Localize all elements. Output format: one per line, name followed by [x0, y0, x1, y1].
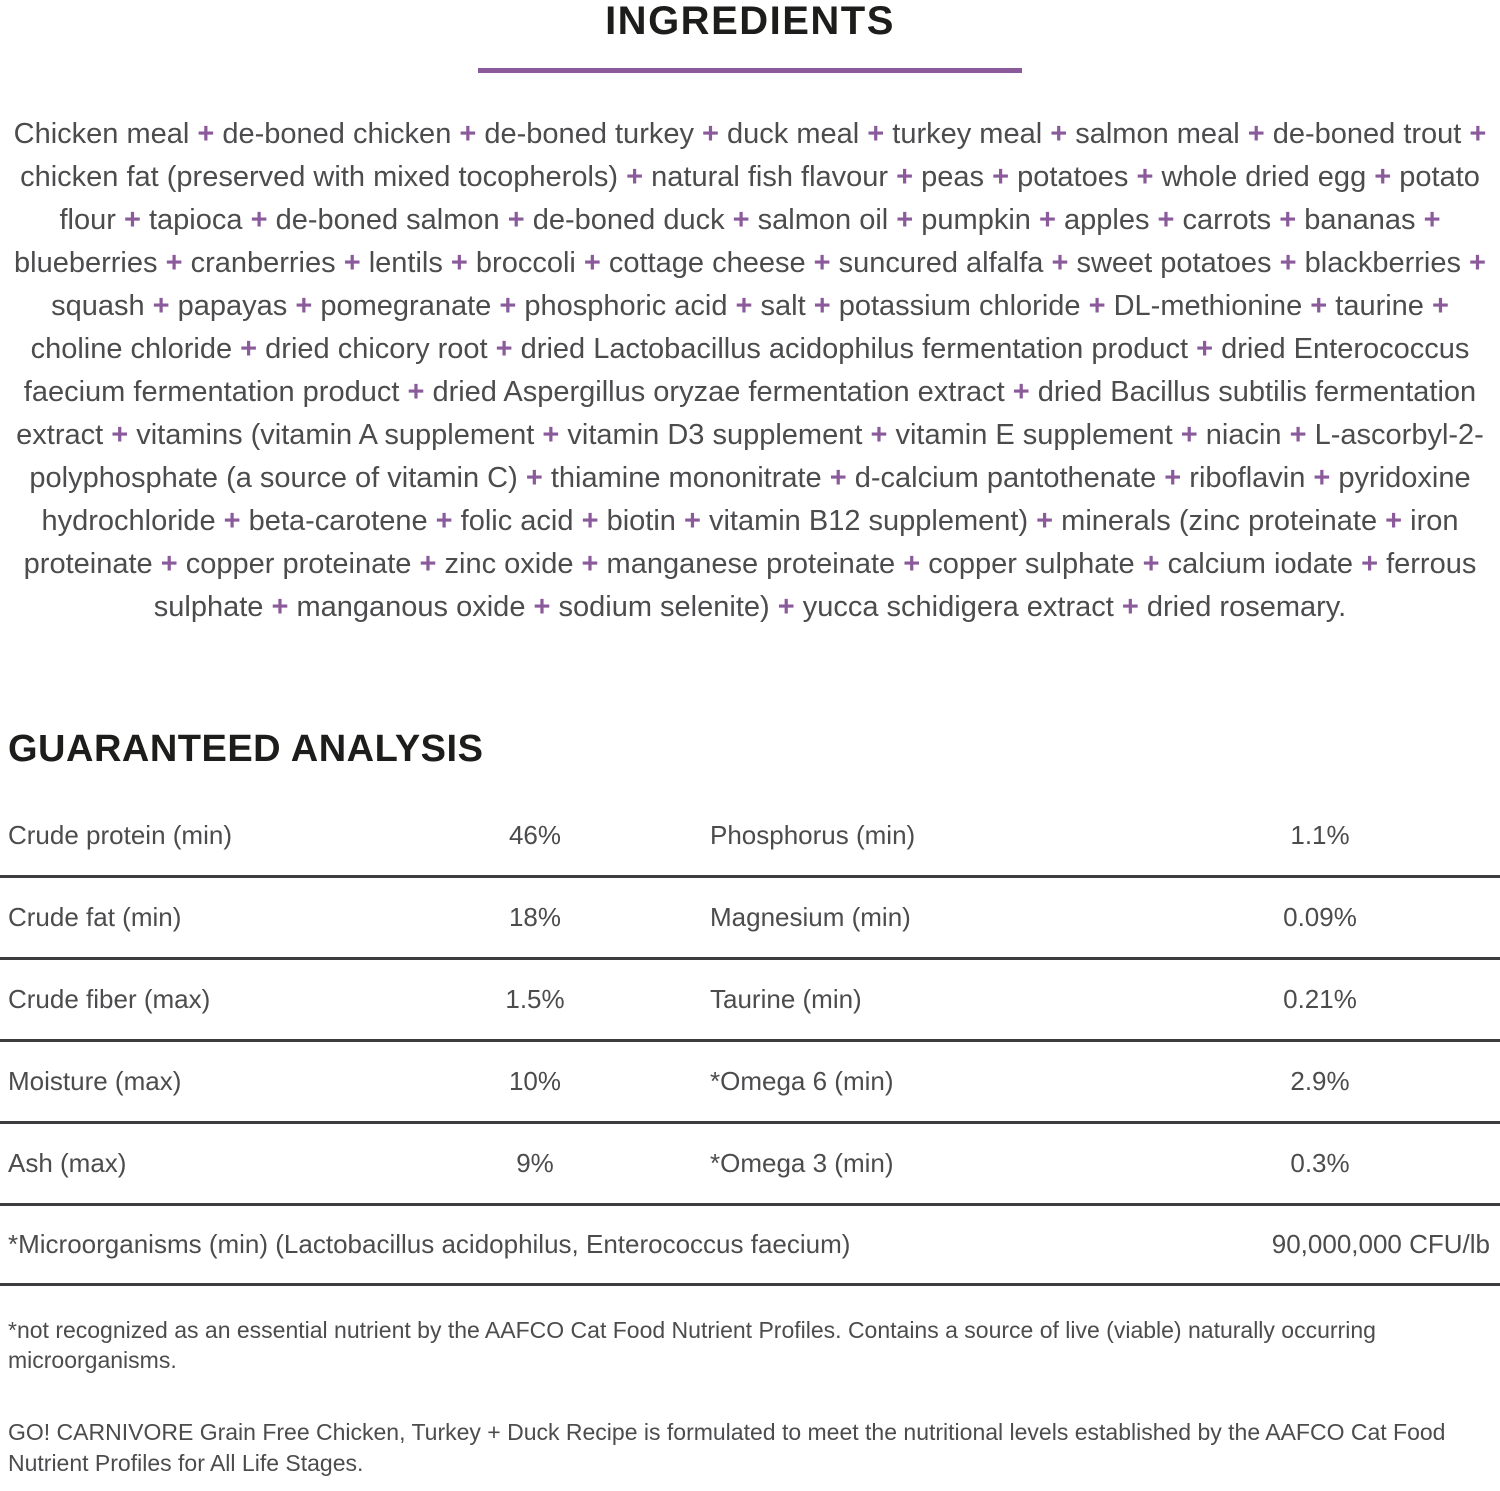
nutrient-value: 0.09%: [1283, 902, 1357, 932]
nutrient-label: Phosphorus (min): [710, 820, 916, 850]
plus-separator: +: [459, 118, 477, 150]
plus-separator: +: [499, 290, 517, 322]
plus-separator: +: [123, 204, 141, 236]
plus-separator: +: [507, 204, 525, 236]
ingredient-item: whole dried egg: [1161, 161, 1367, 193]
nutrient-label: Moisture (max): [8, 1066, 182, 1096]
plus-separator: +: [1051, 247, 1069, 279]
ingredient-item: phosphoric acid: [524, 290, 728, 322]
nutrient-label: Crude protein (min): [8, 820, 232, 850]
plus-separator: +: [1385, 505, 1403, 537]
plus-separator: +: [1142, 548, 1160, 580]
plus-separator: +: [223, 505, 241, 537]
ingredient-item: minerals (zinc proteinate: [1061, 505, 1378, 537]
plus-separator: +: [702, 118, 719, 150]
ingredient-item: blueberries: [14, 247, 158, 279]
ingredient-item: copper sulphate: [928, 548, 1135, 580]
plus-separator: +: [777, 591, 795, 623]
plus-separator: +: [1196, 333, 1214, 365]
ingredient-item: dried Bacillus subtilis fermentation extract: [16, 376, 1477, 451]
plus-separator: +: [813, 247, 831, 279]
plus-separator: +: [1012, 376, 1030, 408]
footnote-aafco-nutrient: *not recognized as an essential nutrient by the AAFCO Cat Food Nutrient Profiles. Contains a source of live (viable) naturally occurring microorganisms.: [8, 1317, 1376, 1373]
nutrient-value: 10%: [508, 1066, 562, 1096]
plus-separator: +: [1279, 204, 1297, 236]
nutrient-label: Taurine (min): [710, 984, 862, 1014]
ingredient-item: de-boned turkey: [484, 118, 694, 150]
plus-separator: +: [1121, 591, 1139, 623]
ingredient-item: d-calcium pantothenate: [854, 462, 1157, 494]
ingredient-item: manganese proteinate: [606, 548, 896, 580]
guaranteed-analysis-title: GUARANTEED ANALYSIS: [8, 728, 484, 770]
ingredient-item: bananas: [1304, 204, 1416, 236]
nutrient-label: Crude fiber (max): [8, 984, 211, 1014]
ingredient-item: iron proteinate: [23, 505, 1459, 580]
analysis-row: [0, 1042, 1500, 1124]
ingredient-item: manganous oxide: [296, 591, 526, 623]
footnote-formulation-statement: GO! CARNIVORE Grain Free Chicken, Turkey + Duck Recipe is formulated to meet the nutritional levels established by the AAFCO Cat Food Nutrient Profiles for All Life Stages.: [8, 1419, 1446, 1476]
guaranteed-analysis-table: [0, 796, 1500, 1286]
ingredient-item: de-boned duck: [532, 204, 725, 236]
ingredient-item: potato flour: [59, 161, 1480, 236]
plus-separator: +: [583, 247, 601, 279]
ingredient-item: sweet potatoes: [1076, 247, 1272, 279]
ingredient-item: dried Aspergillus oryzae fermentation extract: [432, 376, 1005, 408]
nutrient-value: 1.5%: [505, 984, 565, 1014]
nutrient-label: *Omega 3 (min): [710, 1148, 894, 1178]
ingredients-paragraph: Chicken meal + de-boned chicken + de-boned turkey + duck meal + turkey meal + salmon meal + de-boned trout + chicken fat (preserved with mixed tocopherols) + natural fish flavour + peas + potatoes + whole dried egg + potato flour + tapioca + de-boned salmon + de-boned duck + salmon oil + pumpkin + apples + carrots + bananas + blueberries + cranberries + lentils + broccoli + cottage cheese + suncured alfalfa + sweet potatoes + blackberries + squash + papayas + pomegranate + phosphoric acid + salt + potassium chloride + DL-methionine + taurine + choline chloride + dried chicory root + dried Lactobacillus acidophilus fermentation product + dried Enterococcus faecium fermentation product + dried Aspergillus oryzae fermentation extract + dried Bacillus subtilis fermentation extract + vitamins (vitamin A supplement + vitamin D3 supplement + vitamin E supplement + niacin + L-ascorbyl-2-polyphosphate (a source of vitamin C) + thiamine mononitrate + d-calcium pantothenate + riboflavin + pyridoxine hydrochloride + beta-carotene + folic acid + biotin + vitamin B12 supplement) + minerals (zinc proteinate + iron proteinate + copper proteinate + zinc oxide + manganese proteinate + copper sulphate + calcium iodate + ferrous sulphate + manganous oxide + sodium selenite) + yucca schidigera extract + dried rosemary.: [13, 118, 1487, 623]
plus-separator: +: [435, 505, 453, 537]
ingredient-item: pomegranate: [320, 290, 492, 322]
plus-separator: +: [1088, 290, 1106, 322]
ingredient-item: choline chloride: [30, 333, 233, 365]
nutrient-value: 18%: [508, 902, 562, 932]
plus-separator: +: [419, 548, 437, 580]
plus-separator: +: [1247, 118, 1265, 150]
analysis-row: [0, 1124, 1500, 1206]
plus-separator: +: [542, 419, 560, 451]
ingredient-item: natural fish flavour: [651, 161, 889, 193]
plus-separator: +: [1164, 462, 1182, 494]
ingredient-item: vitamin D3 supplement: [567, 419, 863, 451]
plus-separator: +: [271, 591, 289, 623]
plus-separator: +: [1050, 118, 1068, 150]
plus-separator: +: [250, 204, 268, 236]
plus-separator: +: [626, 161, 644, 193]
plus-separator: +: [343, 247, 361, 279]
ingredient-item: taurine: [1335, 290, 1424, 322]
plus-separator: +: [1180, 419, 1198, 451]
ingredient-item: sodium selenite): [558, 591, 770, 623]
ingredient-item: dried rosemary: [1146, 591, 1339, 623]
analysis-row: [0, 878, 1500, 960]
ingredient-item: vitamin B12 supplement): [708, 505, 1029, 537]
plus-separator: +: [870, 419, 888, 451]
ingredient-item: de-boned trout: [1272, 118, 1462, 150]
ingredient-item: duck meal: [727, 118, 860, 150]
ingredient-item: beta-carotene: [248, 505, 428, 537]
plus-separator: +: [992, 161, 1010, 193]
nutrient-label: *Omega 6 (min): [710, 1066, 894, 1096]
ingredient-item: dried Lactobacillus acidophilus fermentation product: [520, 333, 1189, 365]
nutrient-value: 0.21%: [1283, 984, 1357, 1014]
ingredient-item: folic acid: [460, 505, 574, 537]
ingredient-item: salmon oil: [757, 204, 889, 236]
ingredient-item: dried Enterococcus faecium fermentation product: [23, 333, 1470, 408]
ingredient-item: copper proteinate: [185, 548, 412, 580]
plus-separator: +: [581, 505, 599, 537]
ingredient-item: de-boned chicken: [222, 118, 452, 150]
ingredient-item: Chicken meal: [13, 118, 190, 150]
ingredient-item: squash: [51, 290, 145, 322]
plus-separator: +: [1157, 204, 1175, 236]
plus-separator: +: [152, 290, 170, 322]
plus-separator: +: [1136, 161, 1154, 193]
ingredient-item: turkey meal: [892, 118, 1043, 150]
plus-separator: +: [1374, 161, 1392, 193]
plus-separator: +: [1289, 419, 1307, 451]
plus-separator: +: [1279, 247, 1297, 279]
ingredient-item: cranberries: [190, 247, 336, 279]
ingredient-item: lentils: [368, 247, 443, 279]
nutrient-value: 1.1%: [1290, 820, 1350, 850]
plus-separator: +: [896, 161, 914, 193]
ingredient-item: de-boned salmon: [275, 204, 500, 236]
plus-separator: +: [1423, 204, 1441, 236]
plus-separator: +: [525, 462, 543, 494]
plus-separator: +: [240, 333, 258, 365]
microorganisms-label: *Microorganisms (min) (Lactobacillus acidophilus, Enterococcus faecium): [8, 1229, 851, 1259]
plus-separator: +: [903, 548, 921, 580]
title-underline: [478, 68, 1022, 73]
ingredient-item: biotin: [606, 505, 676, 537]
ingredient-item: papayas: [177, 290, 288, 322]
plus-separator: +: [1361, 548, 1379, 580]
plus-separator: +: [197, 118, 215, 150]
ingredient-item: blackberries: [1304, 247, 1461, 279]
microorganisms-value: 90,000,000 CFU/lb: [1271, 1229, 1490, 1259]
ingredient-item: zinc oxide: [444, 548, 574, 580]
plus-separator: +: [1038, 204, 1056, 236]
ingredient-item: chicken fat (preserved with mixed tocopherols): [20, 161, 619, 193]
ingredient-item: ferrous sulphate: [153, 548, 1477, 623]
nutrient-value: 9%: [516, 1148, 554, 1178]
plus-separator: +: [896, 204, 914, 236]
ingredient-item: vitamin E supplement: [895, 419, 1173, 451]
nutrient-label: Ash (max): [8, 1148, 127, 1178]
ingredient-item: carrots: [1182, 204, 1272, 236]
plus-separator: +: [1310, 290, 1328, 322]
ingredient-item: salt: [760, 290, 806, 322]
ingredient-item: peas: [921, 161, 985, 193]
plus-separator: +: [160, 548, 178, 580]
ingredient-item: vitamins (vitamin A supplement: [136, 419, 535, 451]
nutrient-value: 46%: [508, 820, 562, 850]
plus-separator: +: [407, 376, 425, 408]
nutrient-value: 0.3%: [1290, 1148, 1350, 1178]
plus-separator: +: [295, 290, 313, 322]
ingredient-item: potatoes: [1017, 161, 1129, 193]
plus-separator: +: [735, 290, 753, 322]
plus-separator: +: [1036, 505, 1054, 537]
ingredient-item: calcium iodate: [1167, 548, 1354, 580]
nutrient-label: Magnesium (min): [710, 902, 911, 932]
ingredient-item: potassium chloride: [838, 290, 1081, 322]
plus-separator: +: [829, 462, 847, 494]
plus-separator: +: [867, 118, 885, 150]
ingredient-item: suncured alfalfa: [838, 247, 1044, 279]
ingredient-item: L-ascorbyl-2-polyphosphate (a source of vitamin C): [29, 419, 1484, 494]
ingredient-item: tapioca: [148, 204, 243, 236]
plus-separator: +: [1469, 247, 1486, 279]
ingredient-item: niacin: [1205, 419, 1282, 451]
ingredient-item: apples: [1063, 204, 1150, 236]
ingredient-item: thiamine mononitrate: [550, 462, 822, 494]
plus-separator: +: [683, 505, 701, 537]
plus-separator: +: [1432, 290, 1449, 322]
microorganisms-row: [0, 1206, 1500, 1286]
ingredient-item: cottage cheese: [608, 247, 806, 279]
ingredient-item: broccoli: [475, 247, 576, 279]
nutrient-value: 2.9%: [1290, 1066, 1350, 1096]
analysis-row: [0, 960, 1500, 1042]
plus-separator: +: [1313, 462, 1331, 494]
plus-separator: +: [1469, 118, 1487, 150]
plus-separator: +: [165, 247, 183, 279]
plus-separator: +: [581, 548, 599, 580]
ingredient-item: yucca schidigera extract: [802, 591, 1114, 623]
plus-separator: +: [813, 290, 831, 322]
ingredient-item: DL-methionine: [1113, 290, 1303, 322]
analysis-row: [0, 796, 1500, 878]
plus-separator: +: [533, 591, 551, 623]
plus-separator: +: [732, 204, 750, 236]
ingredient-item: salmon meal: [1075, 118, 1240, 150]
nutrient-label: Crude fat (min): [8, 902, 182, 932]
plus-separator: +: [111, 419, 129, 451]
ingredient-item: pumpkin: [921, 204, 1031, 236]
plus-separator: +: [495, 333, 513, 365]
plus-separator: +: [450, 247, 468, 279]
ingredients-title: INGREDIENTS: [605, 0, 895, 43]
ingredient-item: riboflavin: [1189, 462, 1306, 494]
ingredient-item: dried chicory root: [265, 333, 488, 365]
ingredient-item: pyridoxine hydrochloride: [41, 462, 1471, 537]
